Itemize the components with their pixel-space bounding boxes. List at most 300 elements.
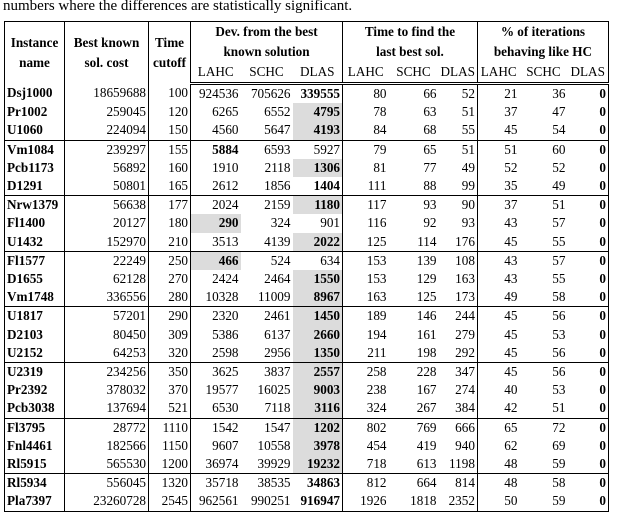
pct-value: 69 xyxy=(552,437,566,453)
time-value: 238 xyxy=(343,381,389,399)
best-known-cost: 50801 xyxy=(65,177,149,196)
time-cutoff: 120 xyxy=(149,103,191,121)
pct-value: 0 xyxy=(567,103,608,121)
time-value: 125 xyxy=(343,233,389,252)
header-time-cutoff: Time cutoff xyxy=(149,22,191,84)
pct-value: 35 xyxy=(477,177,519,196)
pct-value: 0 xyxy=(567,177,608,196)
pct-value: 0 xyxy=(567,363,608,382)
time-value: 198 xyxy=(416,344,437,360)
dev-value: 2022 xyxy=(293,233,343,252)
time-value: 153 xyxy=(343,270,389,288)
pct-value: 53 xyxy=(552,382,566,398)
instance-name: D1655 xyxy=(5,270,65,288)
pct-value: 36 xyxy=(552,86,566,101)
table-row xyxy=(5,474,609,493)
dev-value: 962561 xyxy=(191,492,241,511)
instance-name: Fl1577 xyxy=(5,251,65,270)
table-row xyxy=(5,363,609,382)
table-row xyxy=(5,288,609,307)
dev-value: 924536 xyxy=(191,84,241,104)
time-cutoff: 370 xyxy=(149,381,191,399)
dev-value: 2320 xyxy=(191,307,241,326)
pct-value: 45 xyxy=(477,121,519,140)
instance-name: Pcb3038 xyxy=(5,399,65,418)
time-value: 68 xyxy=(423,122,437,138)
dev-value: 10328 xyxy=(191,288,241,307)
time-value: 161 xyxy=(416,326,437,342)
best-known-cost: 137694 xyxy=(65,399,149,418)
time-value: 419 xyxy=(416,437,437,453)
table-row xyxy=(5,140,609,159)
dev-value: 705626 xyxy=(250,86,291,101)
time-value: 940 xyxy=(455,437,475,453)
dev-value: 290 xyxy=(191,214,241,232)
time-value: 79 xyxy=(343,140,389,159)
time-value: 55 xyxy=(461,122,475,138)
dev-value: 35718 xyxy=(191,474,241,493)
table-row xyxy=(5,159,609,177)
pct-value: 72 xyxy=(519,418,567,437)
table-row xyxy=(5,233,609,252)
instance-name: Pr1002 xyxy=(5,103,65,121)
time-value: 88 xyxy=(423,178,437,194)
table-row xyxy=(5,307,609,326)
best-known-cost: 378032 xyxy=(65,381,149,399)
time-value: 279 xyxy=(455,326,475,342)
pct-value: 0 xyxy=(567,418,608,437)
header-method: SCHC xyxy=(519,62,567,84)
best-known-cost: 152970 xyxy=(65,233,149,252)
best-known-cost: 56638 xyxy=(65,196,149,215)
pct-value: 48 xyxy=(477,474,519,493)
pct-value: 59 xyxy=(519,492,567,511)
dev-value: 3513 xyxy=(191,233,241,252)
pct-value: 0 xyxy=(567,492,608,511)
best-known-cost: 56892 xyxy=(65,159,149,177)
pct-value: 60 xyxy=(519,140,567,159)
time-cutoff: 1150 xyxy=(149,437,191,455)
best-known-cost: 64253 xyxy=(65,344,149,363)
dev-value: 5386 xyxy=(191,326,241,344)
header-method: SCHC xyxy=(389,62,439,84)
best-known-cost: 23260728 xyxy=(65,492,149,511)
instance-name: Rl5915 xyxy=(5,455,65,474)
pct-value: 45 xyxy=(477,344,519,363)
pct-value: 0 xyxy=(567,344,608,363)
pct-value: 37 xyxy=(477,103,519,121)
table-row xyxy=(5,196,609,215)
dev-value: 2159 xyxy=(241,196,293,215)
header-method: DLAS xyxy=(439,62,478,84)
time-value: 258 xyxy=(343,363,389,382)
pct-value: 43 xyxy=(477,251,519,270)
table-row xyxy=(5,437,609,455)
time-value: 163 xyxy=(343,288,389,307)
dev-value: 524 xyxy=(241,251,293,270)
pct-value: 53 xyxy=(552,326,566,342)
dev-value: 6552 xyxy=(264,104,291,120)
time-value: 1198 xyxy=(449,456,475,472)
time-value: 167 xyxy=(416,382,437,398)
table-row xyxy=(5,344,609,363)
time-value: 99 xyxy=(461,178,475,194)
time-value: 454 xyxy=(343,437,389,455)
pct-value: 45 xyxy=(477,326,519,344)
instance-name: U2319 xyxy=(5,363,65,382)
time-value: 664 xyxy=(389,474,439,493)
dev-value: 324 xyxy=(270,215,291,231)
pct-value: 45 xyxy=(477,363,519,382)
table-row xyxy=(5,103,609,121)
time-value: 49 xyxy=(461,159,475,175)
dev-value: 2557 xyxy=(293,363,343,382)
time-value: 666 xyxy=(439,418,478,437)
dev-value: 3978 xyxy=(293,437,343,455)
time-value: 1818 xyxy=(389,492,439,511)
dev-value: 19577 xyxy=(191,381,241,399)
instance-name: Vm1748 xyxy=(5,288,65,307)
pct-value: 52 xyxy=(552,159,566,175)
time-value: 63 xyxy=(423,104,437,120)
dev-value: 4193 xyxy=(293,121,343,140)
pct-value: 37 xyxy=(477,196,519,215)
best-known-cost: 62128 xyxy=(65,270,149,288)
instance-name: Pr2392 xyxy=(5,381,65,399)
dev-value: 11009 xyxy=(258,289,291,305)
time-value: 92 xyxy=(423,215,437,231)
time-value: 244 xyxy=(439,307,478,326)
instance-name: Pla7397 xyxy=(5,492,65,511)
pct-value: 0 xyxy=(567,196,608,215)
time-value: 78 xyxy=(343,103,389,121)
time-value: 51 xyxy=(461,104,475,120)
time-value: 802 xyxy=(343,418,389,437)
pct-value: 56 xyxy=(552,344,566,360)
time-value: 81 xyxy=(343,159,389,177)
pct-value: 55 xyxy=(552,271,566,287)
time-value: 116 xyxy=(343,214,389,232)
time-value: 125 xyxy=(416,289,437,305)
pct-value: 0 xyxy=(567,307,608,326)
dev-value: 7118 xyxy=(264,400,291,416)
time-value: 93 xyxy=(461,215,475,231)
time-value: 93 xyxy=(389,196,439,215)
pct-value: 21 xyxy=(477,84,519,104)
time-cutoff: 180 xyxy=(149,214,191,232)
best-known-cost: 182566 xyxy=(65,437,149,455)
dev-value: 1910 xyxy=(191,159,241,177)
time-value: 108 xyxy=(439,251,478,270)
dev-value: 2612 xyxy=(191,177,241,196)
dev-value: 1550 xyxy=(293,270,343,288)
dev-value: 1180 xyxy=(293,196,343,215)
pct-value: 54 xyxy=(552,122,566,138)
header-method: LAHC xyxy=(343,62,389,84)
dev-value: 10558 xyxy=(257,437,291,453)
pct-value: 0 xyxy=(567,233,608,252)
table-row xyxy=(5,418,609,437)
best-known-cost: 28772 xyxy=(65,418,149,437)
pct-value: 59 xyxy=(552,456,566,472)
dev-value: 5927 xyxy=(293,140,343,159)
instance-name: Nrw1379 xyxy=(5,196,65,215)
pct-value: 47 xyxy=(552,104,566,120)
time-value: 80 xyxy=(343,84,389,104)
time-value: 814 xyxy=(439,474,478,493)
time-cutoff: 165 xyxy=(149,177,191,196)
instance-name: U1432 xyxy=(5,233,65,252)
best-known-cost: 224094 xyxy=(65,121,149,140)
header-time-group: Time to find the last best sol. xyxy=(343,22,478,63)
time-cutoff: 350 xyxy=(149,363,191,382)
dev-value: 39929 xyxy=(257,456,291,472)
pct-value: 50 xyxy=(477,492,519,511)
dev-value: 6265 xyxy=(191,103,241,121)
instance-name: D2103 xyxy=(5,326,65,344)
time-cutoff: 320 xyxy=(149,344,191,363)
pct-value: 0 xyxy=(567,455,608,474)
pct-value: 55 xyxy=(552,233,566,249)
table-row xyxy=(5,214,609,232)
dev-value: 6137 xyxy=(264,326,291,342)
time-value: 129 xyxy=(416,271,437,287)
dev-value: 1202 xyxy=(293,418,343,437)
dev-value: 1306 xyxy=(293,159,343,177)
instance-name: U1060 xyxy=(5,121,65,140)
table-row xyxy=(5,492,609,511)
dev-value: 2118 xyxy=(264,159,291,175)
dev-value: 38535 xyxy=(241,474,293,493)
pct-value: 42 xyxy=(477,399,519,418)
dev-value: 901 xyxy=(320,215,340,231)
table-row xyxy=(5,84,609,104)
pct-value: 51 xyxy=(519,196,567,215)
time-value: 117 xyxy=(343,196,389,215)
pct-value: 43 xyxy=(477,270,519,288)
table-caption: numbers where the differences are statistically significant. xyxy=(3,0,353,14)
instance-name: Dsj1000 xyxy=(5,84,65,104)
time-value: 211 xyxy=(343,344,389,363)
pct-value: 56 xyxy=(519,307,567,326)
instance-name: D1291 xyxy=(5,177,65,196)
time-value: 384 xyxy=(455,400,475,416)
dev-value: 4139 xyxy=(264,233,291,249)
time-value: 176 xyxy=(455,233,475,249)
pct-value: 0 xyxy=(567,437,608,455)
header-dev-group: Dev. from the best known solution xyxy=(191,22,343,63)
time-cutoff: 280 xyxy=(149,288,191,307)
best-known-cost: 20127 xyxy=(65,214,149,232)
pct-value: 56 xyxy=(519,363,567,382)
header-method: SCHC xyxy=(241,62,293,84)
pct-value: 0 xyxy=(567,121,608,140)
dev-value: 6593 xyxy=(241,140,293,159)
best-known-cost: 556045 xyxy=(65,474,149,493)
dev-value: 2424 xyxy=(191,270,241,288)
pct-value: 40 xyxy=(477,381,519,399)
table-row xyxy=(5,455,609,474)
pct-value: 51 xyxy=(552,400,566,416)
time-value: 347 xyxy=(439,363,478,382)
pct-value: 57 xyxy=(519,251,567,270)
instance-name: U2152 xyxy=(5,344,65,363)
dev-value: 634 xyxy=(293,251,343,270)
time-cutoff: 1110 xyxy=(149,418,191,437)
table-row xyxy=(5,177,609,196)
pct-value: 52 xyxy=(477,159,519,177)
time-value: 52 xyxy=(461,86,475,101)
dev-value: 2461 xyxy=(241,307,293,326)
dev-value: 1450 xyxy=(293,307,343,326)
time-cutoff: 309 xyxy=(149,326,191,344)
best-known-cost: 18659688 xyxy=(65,84,149,104)
time-cutoff: 521 xyxy=(149,399,191,418)
dev-value: 1542 xyxy=(191,418,241,437)
pct-value: 0 xyxy=(567,474,608,493)
time-cutoff: 100 xyxy=(149,84,191,104)
instance-name: Rl5934 xyxy=(5,474,65,493)
best-known-cost: 22249 xyxy=(65,251,149,270)
dev-value: 2598 xyxy=(191,344,241,363)
table-row xyxy=(5,270,609,288)
time-cutoff: 210 xyxy=(149,233,191,252)
time-cutoff: 160 xyxy=(149,159,191,177)
pct-value: 0 xyxy=(567,381,608,399)
pct-value: 0 xyxy=(567,326,608,344)
instance-name: U1817 xyxy=(5,307,65,326)
time-value: 146 xyxy=(389,307,439,326)
time-value: 153 xyxy=(343,251,389,270)
dev-value: 9607 xyxy=(191,437,241,455)
best-known-cost: 336556 xyxy=(65,288,149,307)
dev-value: 3625 xyxy=(191,363,241,382)
time-value: 65 xyxy=(389,140,439,159)
time-value: 77 xyxy=(423,159,437,175)
pct-value: 0 xyxy=(567,399,608,418)
time-cutoff: 290 xyxy=(149,307,191,326)
time-value: 163 xyxy=(455,271,475,287)
time-value: 111 xyxy=(343,177,389,196)
best-known-cost: 57201 xyxy=(65,307,149,326)
time-value: 194 xyxy=(343,326,389,344)
time-value: 90 xyxy=(439,196,478,215)
dev-value: 466 xyxy=(191,251,241,270)
dev-value: 1350 xyxy=(293,344,343,363)
dev-value: 4795 xyxy=(293,103,343,121)
pct-value: 43 xyxy=(477,214,519,232)
time-cutoff: 155 xyxy=(149,140,191,159)
header-instance: Instance name xyxy=(5,22,65,84)
dev-value: 5647 xyxy=(264,122,291,138)
time-value: 2352 xyxy=(439,492,478,511)
time-cutoff: 1320 xyxy=(149,474,191,493)
time-value: 84 xyxy=(343,121,389,140)
time-cutoff: 1200 xyxy=(149,455,191,474)
best-known-cost: 565530 xyxy=(65,455,149,474)
dev-value: 916947 xyxy=(293,492,343,511)
time-value: 114 xyxy=(417,233,437,249)
table-body xyxy=(5,84,609,512)
time-value: 189 xyxy=(343,307,389,326)
time-cutoff: 177 xyxy=(149,196,191,215)
pct-value: 45 xyxy=(477,307,519,326)
pct-value: 49 xyxy=(477,288,519,307)
pct-value: 0 xyxy=(567,140,608,159)
dev-value: 1547 xyxy=(241,418,293,437)
dev-value: 36974 xyxy=(191,455,241,474)
time-value: 718 xyxy=(343,455,389,474)
best-known-cost: 234256 xyxy=(65,363,149,382)
time-value: 324 xyxy=(343,399,389,418)
dev-value: 2956 xyxy=(264,344,291,360)
header-method: DLAS xyxy=(567,62,608,84)
instance-name: Fnl4461 xyxy=(5,437,65,455)
time-value: 274 xyxy=(455,382,475,398)
best-known-cost: 80450 xyxy=(65,326,149,344)
dev-value: 2660 xyxy=(293,326,343,344)
time-cutoff: 250 xyxy=(149,251,191,270)
instance-name: Fl1400 xyxy=(5,214,65,232)
time-value: 292 xyxy=(455,344,475,360)
pct-value: 48 xyxy=(477,455,519,474)
pct-value: 49 xyxy=(552,178,566,194)
pct-value: 65 xyxy=(477,418,519,437)
pct-value: 0 xyxy=(567,288,608,307)
instance-name: Fl3795 xyxy=(5,418,65,437)
time-value: 1926 xyxy=(343,492,389,511)
best-known-cost: 239297 xyxy=(65,140,149,159)
pct-value: 0 xyxy=(567,214,608,232)
time-value: 173 xyxy=(455,289,475,305)
table-row xyxy=(5,121,609,140)
pct-value: 0 xyxy=(567,159,608,177)
pct-value: 0 xyxy=(567,251,608,270)
dev-value: 34863 xyxy=(293,474,343,493)
pct-value: 58 xyxy=(552,289,566,305)
header-method: LAHC xyxy=(477,62,519,84)
pct-value: 58 xyxy=(519,474,567,493)
time-value: 66 xyxy=(423,86,437,101)
dev-value: 339555 xyxy=(300,86,340,101)
header-pct-group: % of iterations behaving like HC xyxy=(477,22,608,63)
pct-value: 0 xyxy=(567,84,608,104)
dev-value: 9003 xyxy=(293,381,343,399)
pct-value: 57 xyxy=(552,215,566,231)
dev-value: 990251 xyxy=(241,492,293,511)
table-row xyxy=(5,326,609,344)
time-value: 769 xyxy=(389,418,439,437)
pct-value: 51 xyxy=(477,140,519,159)
dev-value: 4560 xyxy=(191,121,241,140)
dev-value: 2464 xyxy=(264,271,291,287)
dev-value: 1404 xyxy=(313,178,340,194)
time-value: 613 xyxy=(416,456,437,472)
dev-value: 1856 xyxy=(264,178,291,194)
results-table xyxy=(4,21,609,512)
dev-value: 2024 xyxy=(191,196,241,215)
pct-value: 0 xyxy=(567,270,608,288)
time-cutoff: 270 xyxy=(149,270,191,288)
dev-value: 16025 xyxy=(257,382,291,398)
time-value: 139 xyxy=(389,251,439,270)
time-value: 228 xyxy=(389,363,439,382)
dev-value: 5884 xyxy=(191,140,241,159)
time-cutoff: 2545 xyxy=(149,492,191,511)
dev-value: 3837 xyxy=(241,363,293,382)
instance-name: Vm1084 xyxy=(5,140,65,159)
pct-value: 62 xyxy=(477,437,519,455)
